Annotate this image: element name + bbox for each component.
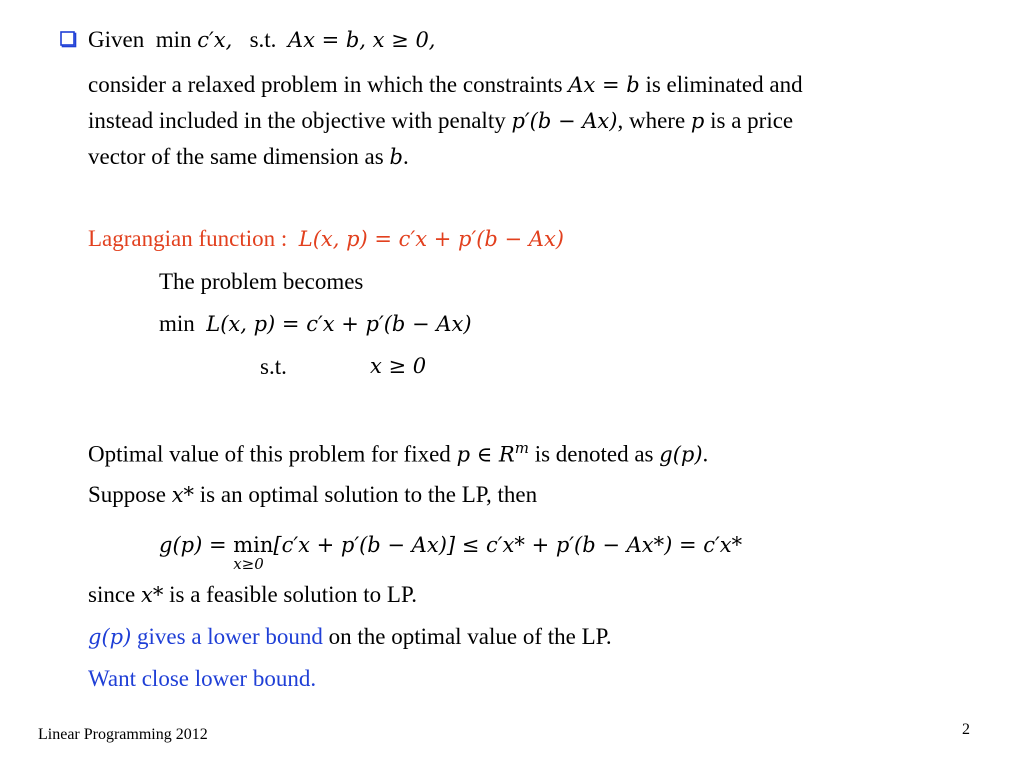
constraint-math: Ax = b, x ≥ 0, [287,28,436,52]
suppose-line: Suppose x* is an optimal solution to the LP, then [88,482,538,507]
problem-becomes-text: The problem becomes [159,269,364,294]
min-text-2: min [159,311,195,336]
st-text: s.t. [249,27,277,52]
st-text-2: s.t. [260,354,287,379]
objective-math: c′x, [197,28,233,52]
lagrangian-formula: L(x, p) = c′x + p′(b − Ax) [298,227,564,251]
given-line [88,27,435,53]
want-line: Want close lower bound. [88,666,317,691]
para-line-1: consider a relaxed problem in which the constraints Ax = b is eliminated and [88,72,803,97]
min-line [159,311,472,337]
gp-inequality-line: g(p) = min x≥0 [c′x + p′(b − Ax)] ≤ c′x* + p′(b − Ax*) = c′x* [159,533,743,573]
st-line [260,354,427,380]
page-number: 2 [962,721,970,738]
min-text: min [155,27,192,52]
lagrangian-line [88,226,564,252]
optimal-value-line: Optimal value of this problem for fixed p ∈ $R^m$ is denoted as g(p). [88,439,709,467]
checkbox-bullet-icon [60,31,77,48]
st-formula: x ≥ 0 [370,354,427,378]
given-text: Given [88,27,145,52]
relaxation-paragraph [88,67,988,175]
footer-course: Linear Programming 2012 [38,726,208,743]
lower-bound-line: g(p) gives a lower bound on the optimal value of the LP. [88,624,612,649]
min-formula: L(x, p) = c′x + p′(b − Ax) [206,312,472,336]
since-line: since x* is a feasible solution to LP. [88,582,417,607]
lagrangian-label: Lagrangian function : [88,226,294,251]
para-line-2: instead included in the objective with penalty p′(b − Ax), where p is a price [88,108,794,133]
para-line-3: vector of the same dimension as b. [88,144,409,169]
